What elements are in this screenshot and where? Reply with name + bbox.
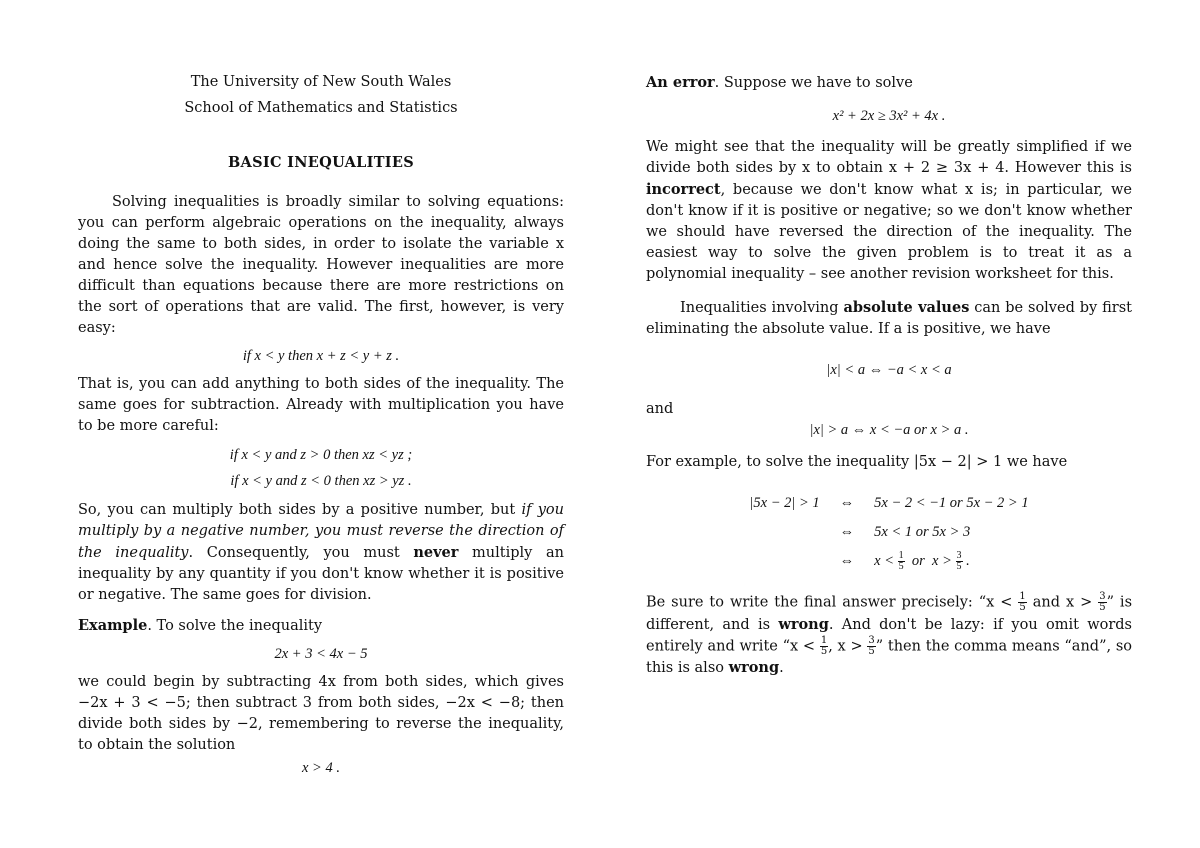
error-heading	[646, 72, 1132, 94]
case-row	[739, 547, 1038, 576]
and-label: and	[646, 401, 674, 417]
multiplication-paragraph	[78, 500, 564, 606]
fraction	[820, 636, 828, 657]
case-row	[739, 518, 1038, 547]
fraction-denominator: 5	[1019, 602, 1026, 614]
final-answer-paragraph	[646, 592, 1132, 679]
case-rhs: 5x − 2 < −1 or 5x − 2 > 1	[874, 495, 1029, 511]
case-rhs	[864, 547, 1038, 576]
iff-symbol: ⇔	[839, 495, 855, 511]
fraction-denominator: 5	[820, 645, 828, 657]
abs-equation-greater: |x| > a ⇔ x < −a or x > a .	[809, 422, 969, 438]
mult-text-b: . Consequently, you must	[188, 545, 414, 561]
final-text-a: Be sure to write the final answer precisely: “x <	[646, 594, 1019, 611]
university-name: The University of New South Wales	[190, 74, 452, 90]
for-example-line: For example, to solve the inequality |5x − 2| > 1 we have	[646, 454, 1068, 470]
final-wrong-1: wrong	[778, 615, 829, 633]
addition-paragraph: That is, you can add anything to both sides of the inequality. The same goes for subtraction. Already with multiplication you have to be more careful:	[78, 376, 564, 434]
mult-text-a: So, you can multiply both sides by a positive number, but	[78, 502, 522, 518]
school-name: School of Mathematics and Statistics	[184, 100, 458, 116]
example-text: . To solve the inequality	[147, 618, 323, 634]
fraction	[1018, 592, 1026, 613]
error-p-bold: incorrect	[646, 181, 721, 198]
right-column	[646, 72, 1132, 679]
iff-symbol: ⇔	[839, 553, 855, 570]
abs-b: can be solved by first eliminating the absolute value. If a is positive, we have	[646, 300, 1132, 337]
case-lhs: |5x − 2| > 1	[749, 495, 820, 511]
fraction-numerator: 1	[1019, 591, 1026, 603]
example-working: we could begin by subtracting 4x from both sides, which gives −2x + 3 < −5; then subtract 3 from both sides, −2x < −8; then divide both sides by −2, remembering to reverse the inequality, to obtain the solution	[78, 674, 564, 753]
final-text-d: . And don't be lazy: if you omit words entirely and write “x <	[646, 616, 1133, 655]
case-rhs-post: .	[962, 553, 970, 569]
case-lhs	[739, 547, 829, 576]
fraction-denominator: 5	[1099, 602, 1106, 614]
rule-addition: if x < y then x + z < y + z .	[242, 348, 400, 364]
mult-text-c: multiply an inequality by any quantity if you don't know whether it is positive or negative. The same goes for division.	[78, 545, 564, 603]
rule-multiply-negative: if x < y and z < 0 then xz > yz .	[230, 473, 412, 489]
fraction-numerator: 3	[868, 634, 875, 646]
error-p-a: We might see that the inequality will be greatly simplified if we divide both sides by x to obtain x + 2 ≥ 3x + 4. However this is	[646, 139, 1132, 176]
example-heading	[78, 615, 564, 637]
fraction-numerator: 1	[820, 634, 828, 646]
fraction-denominator: 5	[868, 645, 875, 657]
case-rhs-pre: x <	[874, 553, 898, 569]
example-solution: x > 4 .	[302, 760, 340, 776]
fraction-denominator: 5	[956, 561, 962, 573]
fraction-numerator: 3	[1099, 591, 1106, 603]
error-text: . Suppose we have to solve	[714, 75, 913, 91]
fraction-denominator: 5	[898, 561, 904, 573]
worked-cases	[739, 489, 1038, 576]
example-equation: 2x + 3 < 4x − 5	[274, 646, 368, 662]
fraction	[956, 551, 963, 572]
page-title: BASIC INEQUALITIES	[228, 154, 414, 171]
absolute-value-paragraph	[646, 297, 1132, 340]
final-text-e: , x >	[828, 638, 868, 655]
abs-a: Inequalities involving	[680, 300, 844, 316]
error-equation: x² + 2x ≥ 3x² + 4x .	[832, 108, 946, 124]
mult-text-never: never	[413, 544, 459, 561]
mult-text-italic: if you multiply by a negative number, you must reverse the direction of the inequality	[78, 502, 564, 561]
fraction	[867, 636, 875, 657]
final-wrong-2: wrong	[728, 659, 780, 677]
final-text-g: .	[779, 660, 784, 677]
error-paragraph	[646, 137, 1132, 285]
case-rhs-mid: or x >	[904, 553, 956, 569]
left-column	[78, 72, 564, 779]
iff-symbol: ⇔	[839, 524, 855, 540]
final-text-b: and x >	[1026, 594, 1099, 611]
final-text-c: ” is different, and is	[646, 594, 1133, 633]
case-lhs	[739, 518, 829, 547]
fraction	[1098, 592, 1106, 613]
intro-paragraph: Solving inequalities is broadly similar to solving equations: you can perform algebraic operations on the inequality, always doing the same to both sides, in order to isolate the variable x and hence solve the inequality. However inequalities are more difficult than equations because there are more restrictions on the sort of operations that are valid. The first, however, is very easy:	[78, 194, 564, 336]
abs-bold: absolute values	[843, 299, 970, 316]
rule-multiply-positive: if x < y and z > 0 then xz < yz ;	[229, 447, 413, 463]
fraction-numerator: 1	[898, 550, 904, 562]
error-p-b: , because we don't know what x is; in particular, we don't know if it is positive or negative; so we don't know whether we should have reversed the direction of the inequality. The easiest way to solve the given problem is to treat it as a polynomial inequality – see another revision worksheet for this.	[646, 182, 1132, 282]
case-row	[739, 489, 1038, 518]
abs-equation-less: |x| < a ⇔ −a < x < a	[826, 362, 952, 378]
case-rhs: 5x < 1 or 5x > 3	[874, 524, 971, 540]
example-label: Example	[78, 617, 148, 634]
final-text-f: ” then the comma means “and”, so this is also	[646, 638, 1133, 677]
fraction-numerator: 3	[956, 550, 962, 562]
fraction	[898, 551, 905, 572]
error-label: An error	[646, 74, 715, 91]
